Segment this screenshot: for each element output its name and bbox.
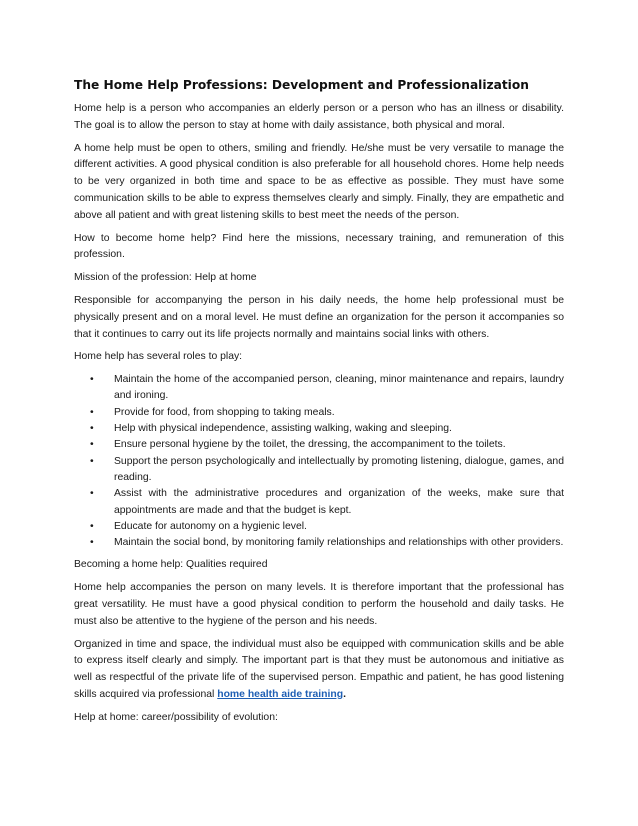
paragraph-responsibilities: Responsible for accompanying the person in his daily needs, the home help professional must be physically present and on a moral level. He must define an organization for the person it accompanies so that it continues to carry out its life projects normally and maintains social links with others. (74, 294, 564, 340)
section-heading-mission: Mission of the profession: Help at home (74, 272, 257, 284)
bullet-icon: • (90, 520, 94, 532)
home-health-aide-training-link[interactable]: home health aide training (217, 689, 344, 700)
roles-list (74, 372, 564, 551)
list-item: • Ensure personal hygiene by the toilet, the dressing, the accompaniment to the toilets. (74, 437, 564, 453)
paragraph-qualities: A home help must be open to others, smiling and friendly. He/she must be very versatile to manage the different activities. A good physical condition is also preferable for all household chores. Home help needs to be very organized in both time and space to be as effective as possible. They must have some communication skills to be able to express themselves clearly and simply. Finally, they are empathetic and above all patient and with great listening skills to best meet the needs of the person. (74, 142, 564, 221)
bullet-icon: • (90, 455, 94, 467)
bullet-icon: • (90, 423, 94, 435)
list-item: • Maintain the home of the accompanied person, cleaning, minor maintenance and repairs, laundry and ironing. (90, 374, 564, 402)
section-heading-qualities: Becoming a home help: Qualities required (74, 559, 268, 571)
list-item: • Support the person psychologically and intellectually by promoting listening, dialogue, games, and reading. (90, 455, 564, 483)
paragraph-roles-intro: Home help has several roles to play: (74, 351, 243, 363)
list-item: • Provide for food, from shopping to taking meals. (74, 405, 564, 421)
bullet-icon: • (90, 439, 94, 451)
document-title: The Home Help Professions: Development and Professionalization (74, 78, 529, 92)
list-item: • Educate for autonomy on a hygienic level. (74, 519, 564, 535)
section-heading-career: Help at home: career/possibility of evolution: (74, 711, 278, 723)
paragraph-intro: Home help is a person who accompanies an elderly person or a person who has an illness or disability. The goal is to allow the person to stay at home with daily assistance, both physical and moral. (74, 103, 564, 131)
bullet-icon: • (90, 537, 94, 549)
paragraph-organization: Organized in time and space, the individual must also be equipped with communication skills and be able to express itself clearly and simply. The important part is that they must be autonomous and initiative as well as respectful of the private life of the supervised person. Empathic and patient, he has good listening skills acquired via professional home health aide training. (74, 638, 564, 700)
paragraph-how-to-become: How to become home help? Find here the missions, necessary training, and remuneration of this profession. (74, 232, 564, 261)
document-page (74, 77, 564, 733)
list-item: • Maintain the social bond, by monitoring family relationships and relationships with other providers. (74, 535, 564, 551)
bullet-icon: • (90, 488, 94, 500)
bullet-icon: • (90, 406, 94, 418)
paragraph-versatility: Home help accompanies the person on many levels. It is therefore important that the professional has great versatility. He must have a good physical condition to perform the household and daily tasks. He must also be attentive to the hygiene of the person and his needs. (74, 582, 564, 627)
list-item: • Assist with the administrative procedures and organization of the weeks, make sure that appointments are made and that the budget is kept. (90, 488, 564, 516)
bullet-icon: • (90, 374, 94, 386)
list-item: • Help with physical independence, assisting walking, waking and sleeping. (74, 421, 564, 437)
